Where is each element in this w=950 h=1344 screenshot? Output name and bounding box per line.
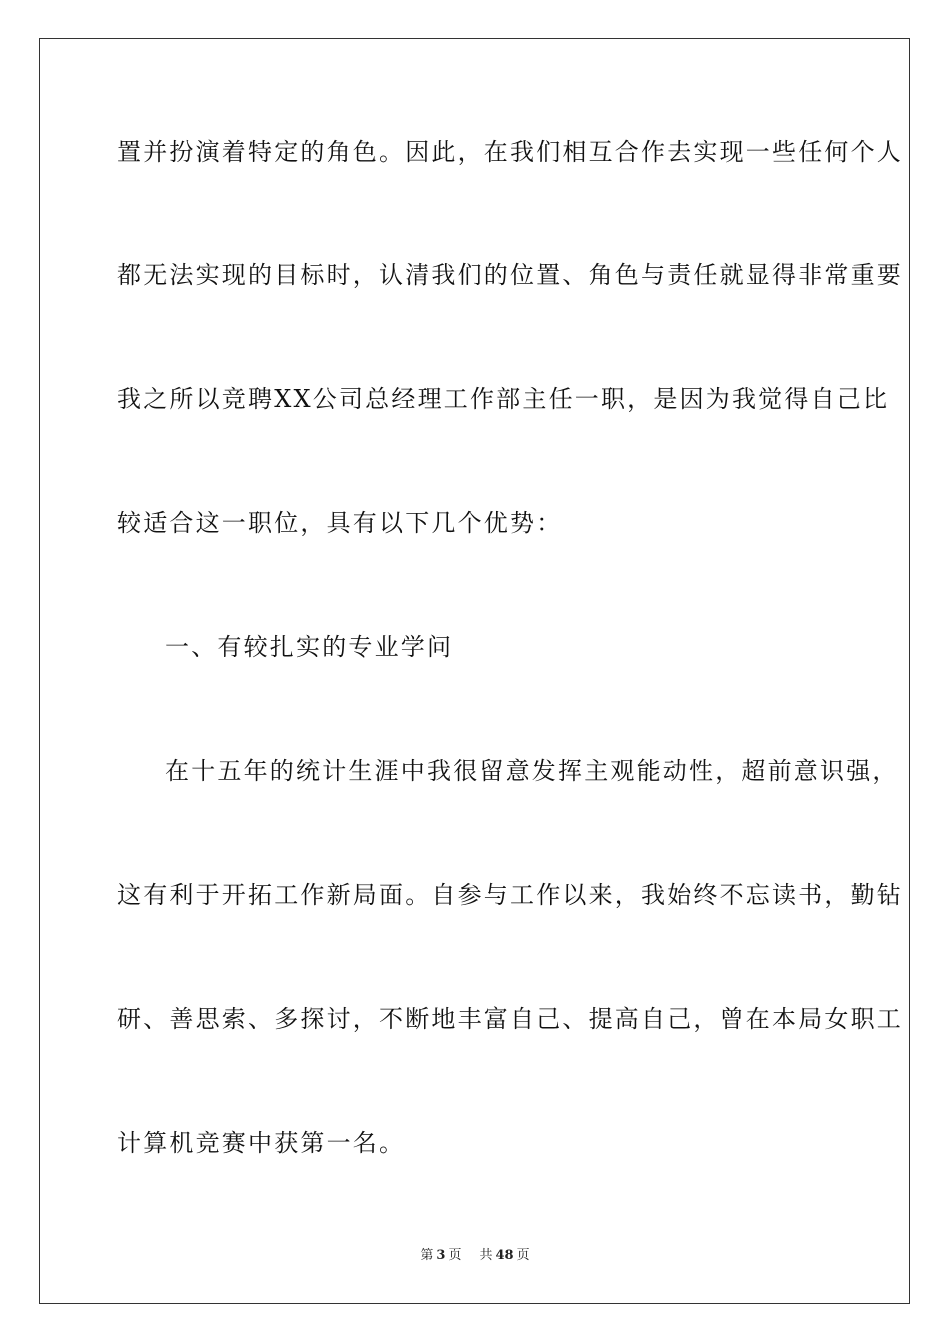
- paragraph-line: 我之所以竞聘XX公司总经理工作部主任一职，是因为我觉得自己比: [117, 385, 890, 413]
- paragraph-line: 在十五年的统计生涯中我很留意发挥主观能动性，超前意识强，: [165, 757, 899, 785]
- total-prefix: 共: [479, 1248, 493, 1263]
- total-suffix: 页: [516, 1248, 530, 1263]
- page-suffix: 页: [448, 1248, 462, 1263]
- paragraph-line: 都无法实现的目标时，认清我们的位置、角色与责任就显得非常重要: [117, 261, 903, 289]
- page-border: [39, 38, 910, 1304]
- section-heading: 一、有较扎实的专业学问: [165, 633, 454, 661]
- total-pages: 48: [495, 1248, 514, 1263]
- paragraph-line: 计算机竞赛中获第一名。: [117, 1129, 406, 1157]
- paragraph-line: 这有利于开拓工作新局面。自参与工作以来，我始终不忘读书，勤钻: [117, 881, 903, 909]
- page-number: 3: [436, 1248, 446, 1263]
- paragraph-line: 较适合这一职位，具有以下几个优势：: [117, 509, 563, 537]
- paragraph-line: 置并扮演着特定的角色。因此，在我们相互合作去实现一些任何个人: [117, 138, 903, 166]
- paragraph-line: 研、善思索、多探讨，不断地丰富自己、提高自己，曾在本局女职工: [117, 1005, 903, 1033]
- page-footer: [0, 1247, 950, 1265]
- page-prefix: 第: [420, 1248, 434, 1263]
